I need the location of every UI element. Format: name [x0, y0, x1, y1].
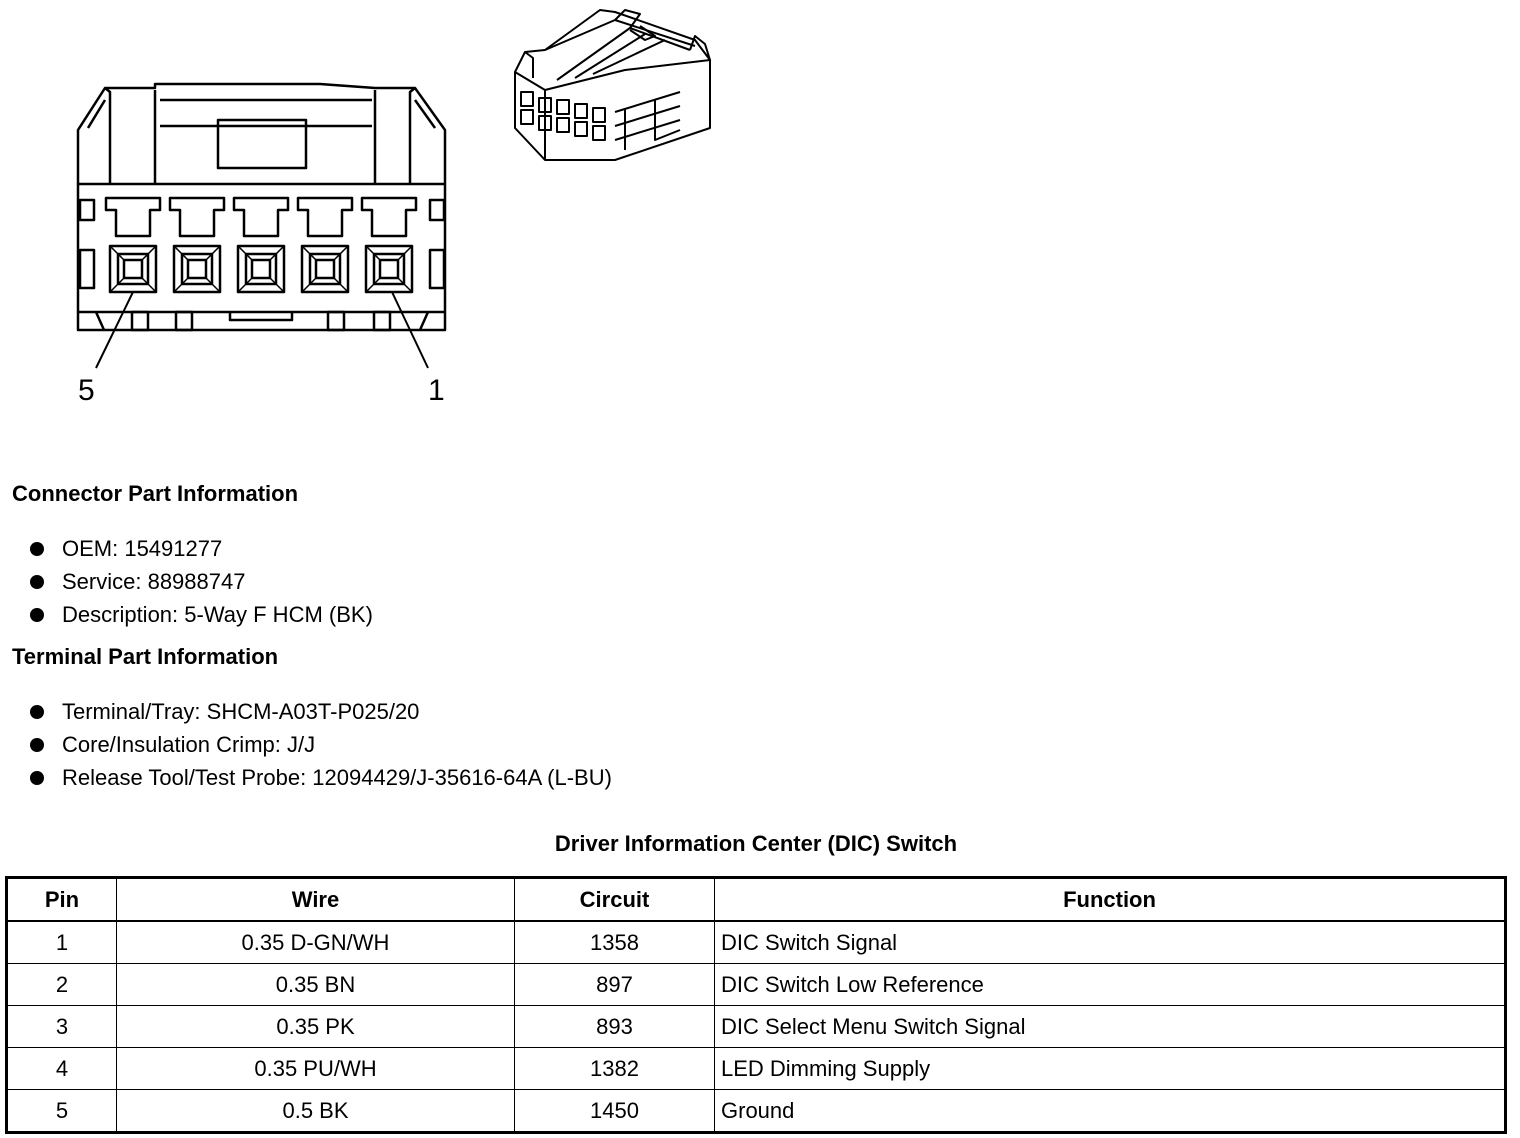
bullet-icon — [30, 738, 44, 752]
list-item — [28, 565, 373, 598]
cell-circuit: 1382 — [515, 1048, 715, 1090]
list-item-text: Terminal/Tray: SHCM-A03T-P025/20 — [62, 699, 420, 724]
pin-5-label: 5 — [78, 374, 95, 407]
cell-function: DIC Switch Signal — [715, 921, 1506, 964]
pinout-table-title: Driver Information Center (DIC) Switch — [554, 831, 958, 856]
table-row — [7, 1090, 1506, 1133]
cell-pin: 3 — [7, 1006, 117, 1048]
bullet-icon — [30, 705, 44, 719]
cell-function: Ground — [715, 1090, 1506, 1133]
cell-function: DIC Select Menu Switch Signal — [715, 1006, 1506, 1048]
cell-pin: 5 — [7, 1090, 117, 1133]
list-item-text: Release Tool/Test Probe: 12094429/J-35616-64A (L-BU) — [62, 765, 612, 790]
header-circuit: Circuit — [515, 878, 715, 922]
bullet-icon — [30, 608, 44, 622]
cell-wire: 0.5 BK — [117, 1090, 515, 1133]
list-item — [28, 532, 373, 565]
cell-pin: 4 — [7, 1048, 117, 1090]
header-wire: Wire — [117, 878, 515, 922]
list-item — [28, 728, 612, 761]
cell-circuit: 1450 — [515, 1090, 715, 1133]
list-item — [28, 598, 373, 631]
cell-circuit: 893 — [515, 1006, 715, 1048]
pin-1-label: 1 — [428, 374, 445, 407]
connector-isometric-view — [505, 0, 705, 170]
pinout-table — [5, 876, 1507, 1134]
cell-pin: 1 — [7, 921, 117, 964]
cell-circuit: 897 — [515, 964, 715, 1006]
connector-face-diagram — [0, 0, 460, 420]
table-row — [7, 1006, 1506, 1048]
terminal-part-info-title: Terminal Part Information — [12, 644, 279, 669]
list-item — [28, 695, 612, 728]
bullet-icon — [30, 575, 44, 589]
connector-part-info-list — [28, 532, 373, 631]
cell-wire: 0.35 BN — [117, 964, 515, 1006]
bullet-icon — [30, 771, 44, 785]
cell-function: DIC Switch Low Reference — [715, 964, 1506, 1006]
table-header-row — [7, 878, 1506, 922]
list-item-text: Service: 88988747 — [62, 569, 246, 594]
bullet-icon — [30, 542, 44, 556]
table-row — [7, 1048, 1506, 1090]
cell-wire: 0.35 PU/WH — [117, 1048, 515, 1090]
header-pin: Pin — [7, 878, 117, 922]
cell-pin: 2 — [7, 964, 117, 1006]
list-item-text: Description: 5-Way F HCM (BK) — [62, 602, 373, 627]
cell-circuit: 1358 — [515, 921, 715, 964]
list-item-text: Core/Insulation Crimp: J/J — [62, 732, 316, 757]
cell-wire: 0.35 PK — [117, 1006, 515, 1048]
table-row — [7, 921, 1506, 964]
terminal-part-info-list — [28, 695, 612, 794]
cell-wire: 0.35 D-GN/WH — [117, 921, 515, 964]
list-item-text: OEM: 15491277 — [62, 536, 223, 561]
table-row — [7, 964, 1506, 1006]
connector-part-info-title: Connector Part Information — [12, 481, 299, 506]
cell-function: LED Dimming Supply — [715, 1048, 1506, 1090]
header-function: Function — [715, 878, 1506, 922]
list-item — [28, 761, 612, 794]
